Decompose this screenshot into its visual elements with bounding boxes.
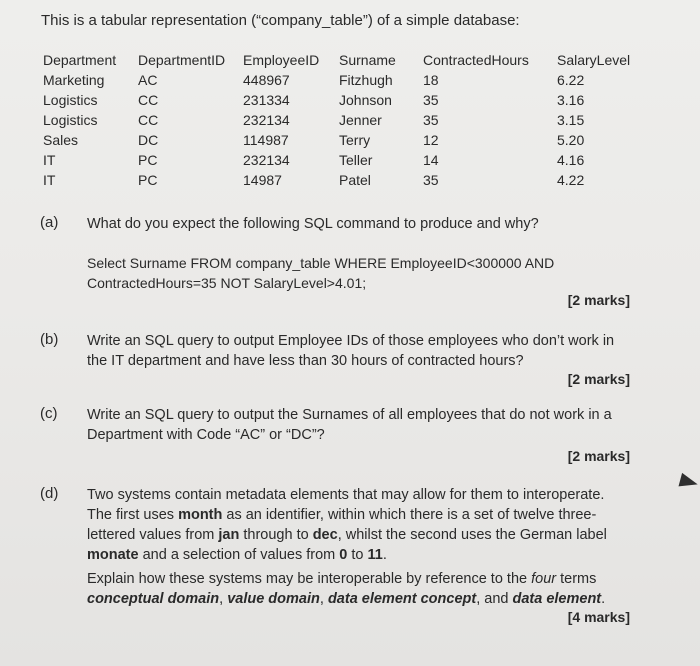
table-cell: Fitzhugh [339, 72, 393, 88]
column-header: ContractedHours [423, 52, 529, 68]
text-run: lettered values from [87, 527, 219, 543]
table-cell: 35 [423, 172, 439, 188]
term-jan: jan [218, 527, 240, 543]
table-cell: 14 [423, 152, 439, 168]
column-header: Department [43, 52, 117, 68]
table-cell: 232134 [243, 112, 290, 128]
table-cell: Patel [339, 172, 371, 188]
question-a-sql-line-2: ContractedHours=35 NOT SalaryLevel>4.01; [87, 275, 367, 291]
text-run: , [219, 591, 228, 607]
text-run: Explain how these systems may be interoperable by reference to the [87, 571, 532, 587]
table-cell: 231334 [243, 92, 290, 108]
table-cell: 114987 [243, 132, 289, 148]
table-cell: 3.16 [557, 92, 585, 108]
table-cell: Logistics [43, 92, 98, 108]
term-monate: monate [87, 547, 139, 563]
term-zero: 0 [339, 547, 348, 563]
term-value-domain: value domain [227, 591, 320, 607]
question-d-marks: [4 marks] [567, 609, 630, 625]
term-data-element-concept: data element concept [327, 591, 477, 607]
text-run: The first uses [87, 507, 179, 523]
table-cell: 5.20 [557, 132, 585, 148]
table-cell: 4.22 [557, 172, 585, 188]
question-c-label: (c) [40, 405, 58, 422]
table-cell: 35 [423, 92, 439, 108]
question-d-line-3 [87, 525, 635, 545]
company-table [38, 50, 635, 190]
text-run: , [319, 591, 328, 607]
table-cell: Jenner [339, 112, 382, 128]
text-run: , and [476, 591, 513, 607]
mouse-pointer-icon [678, 473, 699, 491]
question-d-line-1: Two systems contain metadata elements that may allow for them to interoperate. [87, 487, 605, 503]
term-data-element: data element [512, 591, 602, 607]
text-run: through to [239, 527, 313, 543]
table-cell: 232134 [243, 152, 290, 168]
term-dec: dec [312, 527, 338, 543]
question-c-marks: [2 marks] [567, 448, 630, 464]
text-run: . [382, 547, 387, 563]
table-cell: PC [138, 172, 158, 188]
term-month: month [178, 507, 223, 523]
question-d-line-2 [87, 505, 635, 525]
question-c-text-line-2: Department with Code “AC” or “DC”? [87, 427, 325, 443]
table-cell: CC [138, 92, 159, 108]
table-cell: 14987 [243, 172, 282, 188]
question-b-text-line-1: Write an SQL query to output Employee IDs of those employees who don’t work in [87, 333, 615, 349]
table-cell: 35 [423, 112, 439, 128]
text-run: and a selection of values from [138, 547, 340, 563]
table-cell: 4.16 [557, 152, 585, 168]
term-four: four [531, 571, 557, 587]
question-c-text-line-1: Write an SQL query to output the Surnames of all employees that do not work in a [87, 407, 612, 423]
table-cell: IT [43, 172, 56, 188]
question-d-line-4 [87, 545, 635, 565]
table-row [38, 130, 635, 150]
text-run: to [347, 547, 368, 563]
column-header: DepartmentID [138, 52, 226, 68]
table-cell: 448967 [243, 72, 290, 88]
table-cell: Marketing [43, 72, 105, 88]
question-a-label: (a) [40, 214, 59, 231]
table-cell: Logistics [43, 112, 98, 128]
table-cell: 18 [423, 72, 439, 88]
table-cell: CC [138, 112, 159, 128]
question-b-text-line-2: the IT department and have less than 30 hours of contracted hours? [87, 353, 524, 369]
text-run: as an identifier, within which there is a set of twelve three- [222, 507, 597, 523]
column-header: SalaryLevel [557, 52, 631, 68]
table-cell: IT [43, 152, 56, 168]
question-d-line-6 [87, 589, 635, 609]
question-a-text: What do you expect the following SQL command to produce and why? [87, 216, 539, 232]
term-conceptual-domain: conceptual domain [87, 591, 220, 607]
question-a-marks: [2 marks] [567, 292, 630, 308]
table-row [38, 110, 635, 130]
table-cell: Sales [43, 132, 79, 148]
table-header-row [38, 50, 635, 70]
question-a-sql-line-1: Select Surname FROM company_table WHERE EmployeeID<300000 AND [87, 255, 555, 271]
text-run: . [601, 591, 606, 607]
table-cell: DC [138, 132, 159, 148]
column-header: Surname [339, 52, 396, 68]
table-cell: 3.15 [557, 112, 585, 128]
question-d-label: (d) [40, 485, 59, 502]
intro-text: This is a tabular representation (“company_table”) of a simple database: [41, 12, 520, 29]
table-cell: Teller [339, 152, 373, 168]
question-b-label: (b) [40, 331, 59, 348]
table-row [38, 170, 635, 190]
question-d-line-5 [87, 569, 635, 589]
text-run: , whilst the second uses the German label [337, 527, 607, 543]
column-header: EmployeeID [243, 52, 320, 68]
question-b-marks: [2 marks] [567, 371, 630, 387]
text-run: terms [556, 571, 597, 587]
table-cell: Terry [339, 132, 371, 148]
table-row [38, 90, 635, 110]
table-row [38, 150, 635, 170]
table-cell: 6.22 [557, 72, 585, 88]
table-cell: 12 [423, 132, 439, 148]
term-eleven: 11 [367, 547, 383, 563]
table-row [38, 70, 635, 90]
table-cell: AC [138, 72, 158, 88]
table-cell: PC [138, 152, 158, 168]
table-cell: Johnson [339, 92, 392, 108]
